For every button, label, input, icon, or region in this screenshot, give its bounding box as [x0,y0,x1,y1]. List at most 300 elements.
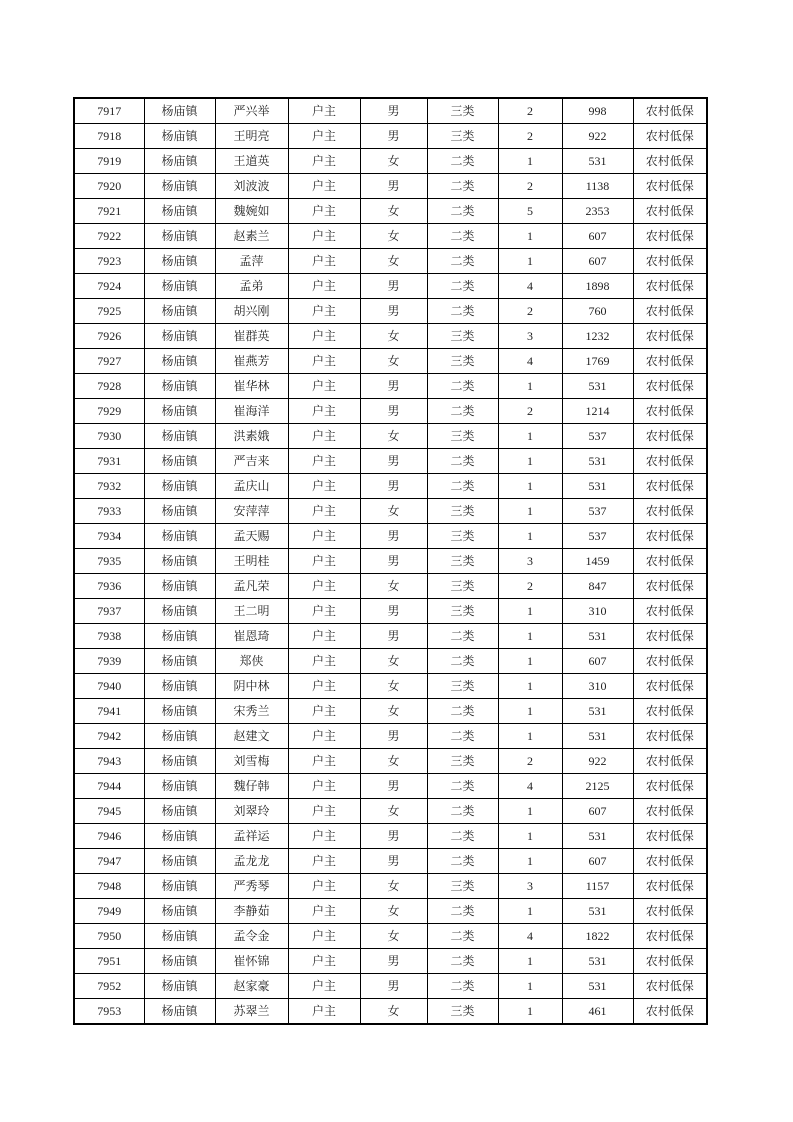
cell-category: 三类 [427,549,498,574]
cell-category: 三类 [427,499,498,524]
cell-persons: 1 [498,249,562,274]
table-row [74,374,707,399]
cell-gender: 男 [360,824,427,849]
cell-name: 王明亮 [215,124,288,149]
cell-town: 杨庙镇 [144,224,215,249]
cell-town: 杨庙镇 [144,874,215,899]
cell-name: 李静茹 [215,899,288,924]
table-row [74,174,707,199]
cell-name: 崔怀锦 [215,949,288,974]
cell-seq: 7936 [74,574,144,599]
rural-subsistence-allowance-table [73,97,708,1025]
table-row [74,299,707,324]
cell-category: 三类 [427,324,498,349]
cell-assistance: 农村低保 [633,549,707,574]
table-row [74,274,707,299]
cell-assistance: 农村低保 [633,874,707,899]
cell-relation: 户主 [288,524,360,549]
cell-persons: 2 [498,98,562,124]
cell-amount: 607 [562,649,633,674]
cell-town: 杨庙镇 [144,649,215,674]
cell-town: 杨庙镇 [144,374,215,399]
cell-town: 杨庙镇 [144,999,215,1025]
cell-amount: 531 [562,899,633,924]
table-row [74,124,707,149]
cell-amount: 531 [562,149,633,174]
cell-persons: 1 [498,649,562,674]
cell-town: 杨庙镇 [144,949,215,974]
cell-assistance: 农村低保 [633,274,707,299]
cell-persons: 1 [498,899,562,924]
cell-seq: 7939 [74,649,144,674]
cell-category: 二类 [427,974,498,999]
table-row [74,524,707,549]
cell-assistance: 农村低保 [633,724,707,749]
cell-seq: 7932 [74,474,144,499]
cell-persons: 2 [498,124,562,149]
cell-name: 孟庆山 [215,474,288,499]
cell-gender: 男 [360,849,427,874]
cell-category: 二类 [427,449,498,474]
cell-town: 杨庙镇 [144,199,215,224]
cell-seq: 7931 [74,449,144,474]
table-row [74,449,707,474]
cell-town: 杨庙镇 [144,299,215,324]
cell-persons: 1 [498,374,562,399]
cell-relation: 户主 [288,949,360,974]
cell-seq: 7935 [74,549,144,574]
cell-town: 杨庙镇 [144,149,215,174]
cell-gender: 男 [360,599,427,624]
table-row [74,349,707,374]
cell-amount: 607 [562,849,633,874]
cell-amount: 1769 [562,349,633,374]
cell-assistance: 农村低保 [633,199,707,224]
cell-amount: 847 [562,574,633,599]
cell-amount: 461 [562,999,633,1025]
table-row [74,849,707,874]
cell-gender: 男 [360,624,427,649]
cell-seq: 7949 [74,899,144,924]
cell-seq: 7951 [74,949,144,974]
cell-name: 安萍萍 [215,499,288,524]
cell-name: 孟龙龙 [215,849,288,874]
cell-category: 三类 [427,599,498,624]
table-row [74,874,707,899]
cell-seq: 7943 [74,749,144,774]
cell-seq: 7919 [74,149,144,174]
cell-name: 赵家豪 [215,974,288,999]
cell-seq: 7937 [74,599,144,624]
cell-persons: 1 [498,424,562,449]
cell-relation: 户主 [288,224,360,249]
cell-amount: 1459 [562,549,633,574]
cell-assistance: 农村低保 [633,699,707,724]
cell-amount: 607 [562,224,633,249]
cell-relation: 户主 [288,999,360,1025]
cell-relation: 户主 [288,349,360,374]
cell-assistance: 农村低保 [633,624,707,649]
cell-assistance: 农村低保 [633,174,707,199]
cell-persons: 1 [498,474,562,499]
cell-relation: 户主 [288,199,360,224]
cell-category: 二类 [427,299,498,324]
table-row [74,549,707,574]
cell-town: 杨庙镇 [144,774,215,799]
cell-name: 孟令金 [215,924,288,949]
table-row [74,774,707,799]
cell-seq: 7933 [74,499,144,524]
cell-gender: 男 [360,174,427,199]
cell-gender: 女 [360,699,427,724]
cell-category: 三类 [427,424,498,449]
cell-persons: 1 [498,824,562,849]
cell-seq: 7927 [74,349,144,374]
cell-name: 崔恩琦 [215,624,288,649]
cell-relation: 户主 [288,774,360,799]
cell-name: 崔海洋 [215,399,288,424]
cell-amount: 531 [562,949,633,974]
cell-persons: 1 [498,724,562,749]
cell-relation: 户主 [288,474,360,499]
cell-relation: 户主 [288,924,360,949]
cell-seq: 7938 [74,624,144,649]
cell-amount: 531 [562,974,633,999]
cell-persons: 1 [498,999,562,1025]
cell-category: 二类 [427,624,498,649]
cell-persons: 1 [498,149,562,174]
cell-assistance: 农村低保 [633,499,707,524]
cell-persons: 1 [498,949,562,974]
cell-relation: 户主 [288,249,360,274]
cell-seq: 7953 [74,999,144,1025]
table-row [74,699,707,724]
cell-category: 二类 [427,724,498,749]
cell-relation: 户主 [288,874,360,899]
cell-category: 三类 [427,674,498,699]
cell-town: 杨庙镇 [144,699,215,724]
cell-relation: 户主 [288,574,360,599]
cell-category: 三类 [427,999,498,1025]
cell-category: 三类 [427,874,498,899]
cell-category: 二类 [427,474,498,499]
cell-town: 杨庙镇 [144,274,215,299]
cell-seq: 7928 [74,374,144,399]
cell-gender: 女 [360,924,427,949]
cell-assistance: 农村低保 [633,374,707,399]
cell-name: 魏仔韩 [215,774,288,799]
cell-name: 严兴举 [215,98,288,124]
cell-gender: 男 [360,524,427,549]
cell-name: 孟弟 [215,274,288,299]
table-row [74,324,707,349]
cell-gender: 男 [360,549,427,574]
cell-gender: 女 [360,574,427,599]
cell-assistance: 农村低保 [633,849,707,874]
cell-relation: 户主 [288,274,360,299]
cell-assistance: 农村低保 [633,399,707,424]
cell-category: 二类 [427,899,498,924]
cell-name: 郑侠 [215,649,288,674]
cell-assistance: 农村低保 [633,999,707,1025]
cell-category: 二类 [427,149,498,174]
cell-persons: 1 [498,674,562,699]
cell-persons: 5 [498,199,562,224]
cell-name: 宋秀兰 [215,699,288,724]
cell-relation: 户主 [288,124,360,149]
cell-seq: 7940 [74,674,144,699]
cell-name: 王二明 [215,599,288,624]
cell-category: 二类 [427,374,498,399]
cell-amount: 1822 [562,924,633,949]
cell-seq: 7922 [74,224,144,249]
cell-gender: 男 [360,98,427,124]
cell-assistance: 农村低保 [633,124,707,149]
cell-gender: 男 [360,274,427,299]
cell-seq: 7925 [74,299,144,324]
cell-gender: 女 [360,424,427,449]
cell-name: 崔群英 [215,324,288,349]
cell-amount: 607 [562,799,633,824]
cell-relation: 户主 [288,649,360,674]
cell-category: 二类 [427,949,498,974]
cell-seq: 7920 [74,174,144,199]
cell-gender: 男 [360,974,427,999]
cell-category: 二类 [427,174,498,199]
cell-persons: 1 [498,499,562,524]
cell-persons: 2 [498,299,562,324]
cell-assistance: 农村低保 [633,824,707,849]
cell-amount: 537 [562,499,633,524]
cell-seq: 7923 [74,249,144,274]
cell-town: 杨庙镇 [144,599,215,624]
cell-town: 杨庙镇 [144,98,215,124]
table-row [74,399,707,424]
cell-town: 杨庙镇 [144,574,215,599]
cell-relation: 户主 [288,799,360,824]
cell-town: 杨庙镇 [144,924,215,949]
table-row [74,199,707,224]
cell-assistance: 农村低保 [633,599,707,624]
table-row [74,599,707,624]
cell-seq: 7921 [74,199,144,224]
cell-assistance: 农村低保 [633,949,707,974]
cell-assistance: 农村低保 [633,674,707,699]
cell-category: 二类 [427,224,498,249]
cell-category: 二类 [427,799,498,824]
cell-assistance: 农村低保 [633,299,707,324]
cell-seq: 7929 [74,399,144,424]
cell-amount: 922 [562,749,633,774]
cell-persons: 1 [498,224,562,249]
cell-amount: 1898 [562,274,633,299]
cell-town: 杨庙镇 [144,849,215,874]
cell-assistance: 农村低保 [633,149,707,174]
table-row [74,999,707,1025]
cell-category: 二类 [427,849,498,874]
cell-relation: 户主 [288,674,360,699]
cell-gender: 男 [360,449,427,474]
table-row [74,649,707,674]
cell-seq: 7948 [74,874,144,899]
cell-persons: 4 [498,274,562,299]
cell-gender: 女 [360,749,427,774]
cell-amount: 531 [562,699,633,724]
cell-amount: 537 [562,424,633,449]
cell-seq: 7917 [74,98,144,124]
cell-assistance: 农村低保 [633,224,707,249]
cell-amount: 1214 [562,399,633,424]
cell-category: 三类 [427,98,498,124]
cell-relation: 户主 [288,624,360,649]
table-row [74,749,707,774]
cell-name: 刘波波 [215,174,288,199]
cell-amount: 537 [562,524,633,549]
table-row [74,624,707,649]
cell-relation: 户主 [288,749,360,774]
cell-category: 二类 [427,199,498,224]
cell-name: 胡兴刚 [215,299,288,324]
cell-category: 二类 [427,649,498,674]
cell-name: 洪素娥 [215,424,288,449]
cell-gender: 女 [360,499,427,524]
cell-relation: 户主 [288,699,360,724]
cell-name: 崔华林 [215,374,288,399]
cell-category: 三类 [427,524,498,549]
cell-amount: 531 [562,724,633,749]
table-row [74,424,707,449]
cell-town: 杨庙镇 [144,749,215,774]
cell-assistance: 农村低保 [633,449,707,474]
cell-gender: 女 [360,149,427,174]
cell-seq: 7946 [74,824,144,849]
cell-persons: 3 [498,549,562,574]
cell-amount: 1232 [562,324,633,349]
cell-name: 王道英 [215,149,288,174]
cell-category: 二类 [427,924,498,949]
table-row [74,149,707,174]
cell-category: 三类 [427,124,498,149]
cell-persons: 1 [498,849,562,874]
cell-relation: 户主 [288,174,360,199]
cell-gender: 女 [360,324,427,349]
cell-persons: 1 [498,624,562,649]
cell-name: 崔燕芳 [215,349,288,374]
cell-name: 刘翠玲 [215,799,288,824]
cell-gender: 男 [360,374,427,399]
cell-town: 杨庙镇 [144,174,215,199]
cell-seq: 7924 [74,274,144,299]
cell-amount: 531 [562,449,633,474]
cell-gender: 女 [360,349,427,374]
table-row [74,974,707,999]
cell-persons: 2 [498,749,562,774]
cell-seq: 7934 [74,524,144,549]
cell-town: 杨庙镇 [144,974,215,999]
table-row [74,474,707,499]
cell-category: 二类 [427,774,498,799]
cell-assistance: 农村低保 [633,424,707,449]
cell-town: 杨庙镇 [144,724,215,749]
cell-gender: 男 [360,774,427,799]
cell-town: 杨庙镇 [144,549,215,574]
table-row [74,499,707,524]
cell-town: 杨庙镇 [144,124,215,149]
cell-gender: 男 [360,474,427,499]
cell-amount: 1138 [562,174,633,199]
cell-persons: 1 [498,449,562,474]
cell-category: 二类 [427,699,498,724]
table-row [74,824,707,849]
cell-amount: 2125 [562,774,633,799]
cell-seq: 7947 [74,849,144,874]
cell-town: 杨庙镇 [144,624,215,649]
cell-name: 魏婉如 [215,199,288,224]
cell-name: 阴中林 [215,674,288,699]
cell-gender: 女 [360,649,427,674]
cell-amount: 531 [562,374,633,399]
cell-category: 二类 [427,399,498,424]
cell-persons: 3 [498,324,562,349]
cell-amount: 922 [562,124,633,149]
cell-persons: 1 [498,524,562,549]
cell-seq: 7942 [74,724,144,749]
cell-gender: 女 [360,249,427,274]
cell-town: 杨庙镇 [144,449,215,474]
cell-name: 苏翠兰 [215,999,288,1025]
cell-gender: 男 [360,724,427,749]
cell-assistance: 农村低保 [633,474,707,499]
table-row [74,799,707,824]
table-row [74,949,707,974]
cell-gender: 男 [360,949,427,974]
cell-gender: 男 [360,399,427,424]
cell-name: 孟祥运 [215,824,288,849]
cell-category: 二类 [427,824,498,849]
cell-gender: 男 [360,124,427,149]
cell-amount: 531 [562,624,633,649]
cell-amount: 607 [562,249,633,274]
cell-relation: 户主 [288,299,360,324]
cell-town: 杨庙镇 [144,899,215,924]
table-row [74,574,707,599]
cell-town: 杨庙镇 [144,324,215,349]
cell-assistance: 农村低保 [633,924,707,949]
cell-town: 杨庙镇 [144,349,215,374]
cell-relation: 户主 [288,424,360,449]
cell-persons: 2 [498,574,562,599]
cell-assistance: 农村低保 [633,649,707,674]
cell-assistance: 农村低保 [633,774,707,799]
cell-persons: 4 [498,349,562,374]
cell-seq: 7941 [74,699,144,724]
cell-gender: 女 [360,224,427,249]
cell-relation: 户主 [288,974,360,999]
cell-relation: 户主 [288,824,360,849]
table-row [74,98,707,124]
cell-persons: 1 [498,974,562,999]
cell-relation: 户主 [288,98,360,124]
cell-name: 孟天赐 [215,524,288,549]
cell-assistance: 农村低保 [633,899,707,924]
table-body [74,98,707,1024]
cell-amount: 310 [562,674,633,699]
cell-gender: 女 [360,999,427,1025]
table-row [74,924,707,949]
cell-relation: 户主 [288,149,360,174]
table-row [74,899,707,924]
cell-town: 杨庙镇 [144,524,215,549]
